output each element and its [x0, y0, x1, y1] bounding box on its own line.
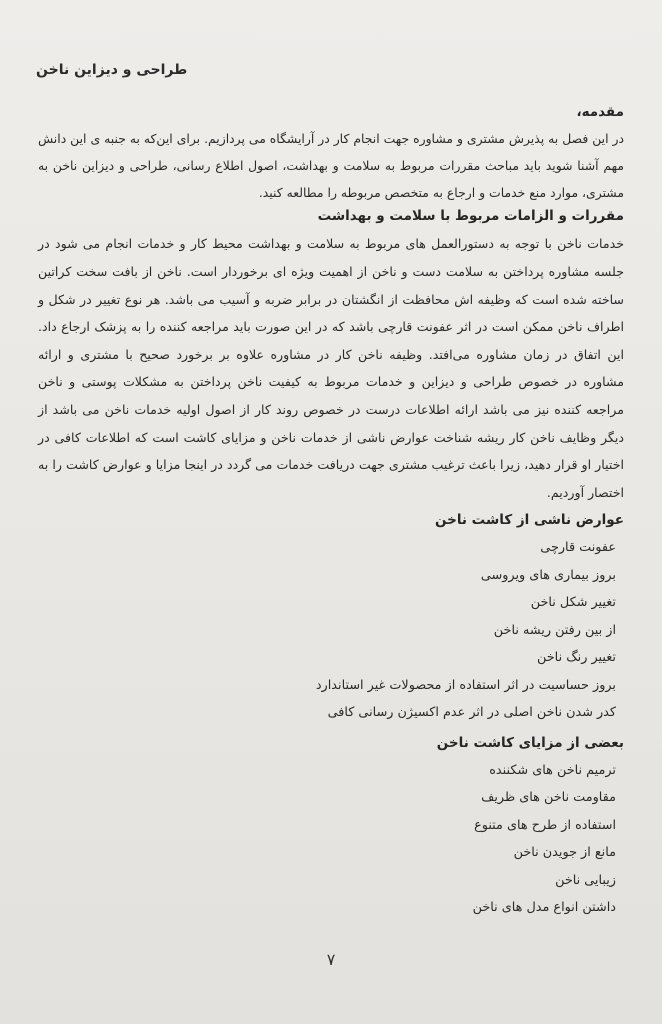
intro-paragraph: در این فصل به پذیرش مشتری و مشاوره جهت انجام کار در آرایشگاه می پردازیم. برای این‌که به جنبه ی این دانش مهم آشنا شوید باید مباحث مقررات مربوط به سلامت و بهداشت، اصول اطلاع رسانی، طراحی و دیزاین ناخن به مشتری، موارد منع خدمات و ارجاع به متخصص مربوطه را مطالعه کنید.: [38, 131, 624, 200]
list-item: ترمیم ناخن های شکننده: [489, 762, 616, 778]
list-item: مقاومت ناخن های ظریف: [481, 790, 616, 806]
running-head: طراحی و دیزاین ناخن: [36, 62, 188, 78]
page-content: [38, 100, 624, 930]
list-item: تغییر شکل ناخن: [530, 595, 616, 611]
list-item: کدر شدن ناخن اصلی در اثر عدم اکسیژن رسانی کافی: [327, 705, 616, 721]
list-item: داشتن انواع مدل های ناخن: [472, 900, 616, 916]
list-item: استفاده از طرح های متنوع: [474, 817, 616, 833]
list-item: زیبایی ناخن: [555, 872, 616, 888]
benefits-list: [38, 757, 624, 922]
benefits-heading: بعضی از مزایای کاشت ناخن: [436, 734, 624, 751]
list-item: مانع از جویدن ناخن: [513, 845, 616, 861]
list-item: بروز حساسیت در اثر استفاده از محصولات غیر استاندارد: [315, 677, 616, 693]
complications-list: [38, 534, 624, 727]
intro-heading: مقدمه،: [576, 104, 624, 120]
list-item: بروز بیماری های ویروسی: [480, 567, 616, 583]
list-item: از بین رفتن ریشه ناخن: [493, 622, 616, 638]
regulations-paragraph: خدمات ناخن با توجه به دستورالعمل های مربوط به سلامت و بهداشت محیط کار و خدمات انجام می شود در جلسه مشاوره پرداختن به سلامت دست و ناخن از اهمیت ویژه ای برخوردار است. ناخن از بافت سخت کراتین ساخته شده است که وظیفه اش محافظت از انگشتان در برابر ضربه و آسیب می باشد. هر نوع تغییر در شکل و اطراف ناخن ممکن است در اثر عفونت قارچی باشد که در این صورت باید مراجعه کننده را به پزشک ارجاع داد. این اتفاق در زمان مشاوره می‌افتد. وظیفه ناخن کار در مشاوره علاوه بر برخورد صحیح با مشتری و ارائه مشاوره در خصوص طراحی و دیزاین و خدمات مربوط به کیفیت ناخن پرداختن به مشکلات پوستی و ناخن مراجعه کننده نیز می باشد ارائه اطلاعات درست در خصوص روند کار از اصول اولیه خدمات ناخن می باشد از دیگر وظایف ناخن کار ریشه شناخت عوارض ناشی از خدمات ناخن و مزایای کاشت است که اطلاعات کافی در اختیار او قرار دهید، زیرا باعث ترغیب مشتری جهت دریافت خدمات می گردد در اینجا مزایا و عوارض کاشت را به اختصار آوردیم.: [38, 236, 624, 500]
page-number: ۷: [326, 950, 336, 969]
list-item: تغییر رنگ ناخن: [537, 650, 616, 666]
complications-heading: عوارض ناشی از کاشت ناخن: [434, 512, 624, 529]
regulations-heading: مقررات و الزامات مربوط با سلامت و بهداشت: [317, 208, 624, 225]
list-item: عفونت قارچی: [540, 540, 616, 556]
